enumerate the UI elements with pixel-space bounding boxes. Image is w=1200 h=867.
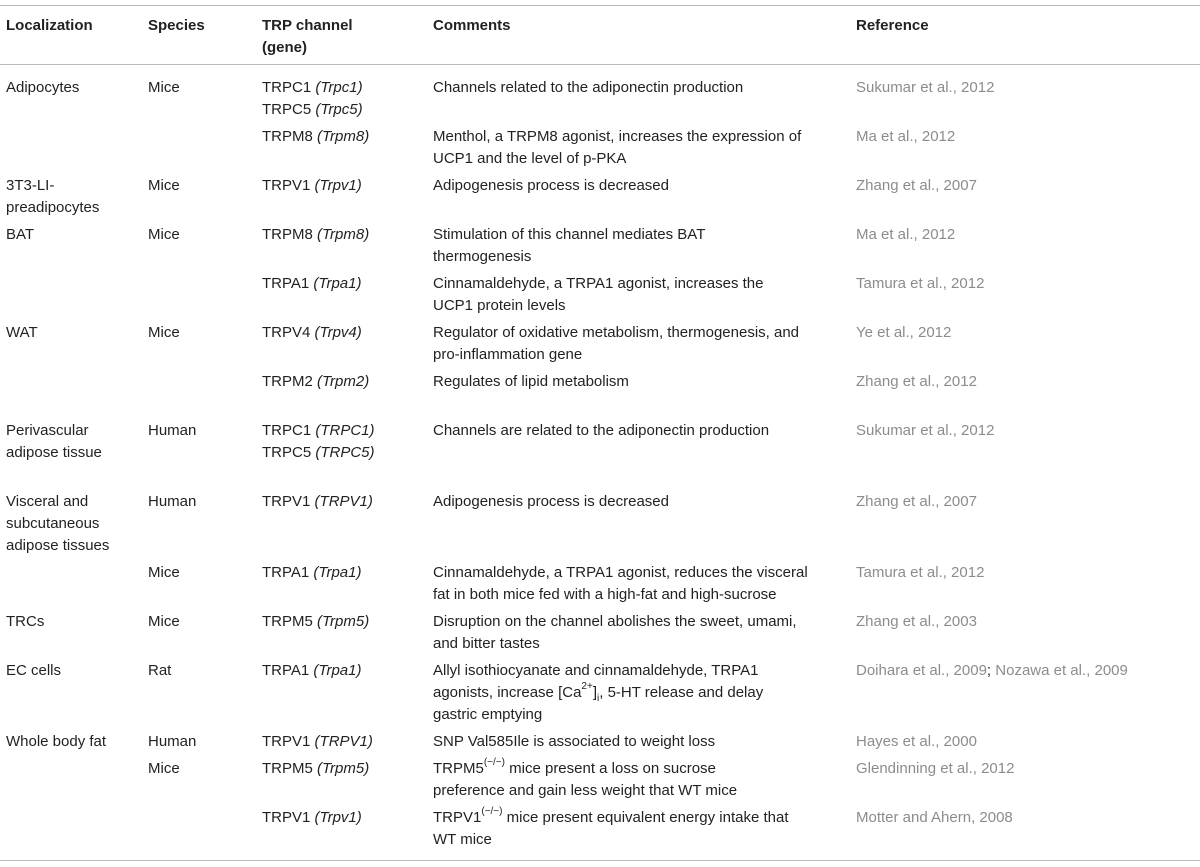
header-rule xyxy=(0,64,1200,65)
localization-line: Perivascular xyxy=(6,422,89,439)
knockout-superscript: (−/−) xyxy=(481,806,503,817)
row-reference xyxy=(856,660,1128,682)
row-comment xyxy=(433,807,789,851)
row-channel xyxy=(262,224,369,246)
row-localization xyxy=(6,731,106,753)
gene-name: (Trpa1) xyxy=(313,275,362,292)
row-reference: Hayes et al., 2000 xyxy=(856,733,977,750)
row-channel xyxy=(262,731,373,753)
row-reference: Glendinning et al., 2012 xyxy=(856,760,1015,777)
localization-line: preadipocytes xyxy=(6,199,100,216)
bottom-rule xyxy=(0,860,1200,861)
header-reference: Reference xyxy=(856,17,929,34)
gene-name: (Trpm2) xyxy=(317,373,370,390)
row-species: Mice xyxy=(148,760,180,777)
header-localization: Localization xyxy=(6,17,93,34)
row-species: Rat xyxy=(148,662,172,679)
row-comment xyxy=(433,660,763,726)
row-reference: Zhang et al., 2012 xyxy=(856,373,977,390)
comment-line: Regulator of oxidative metabolism, thermogenesis, and xyxy=(433,324,800,341)
gene-name: (Trpv1) xyxy=(314,177,362,194)
row-reference: Zhang et al., 2007 xyxy=(856,177,977,194)
reference-separator: ; xyxy=(986,662,992,679)
channel-name: TRPC5 xyxy=(262,444,312,461)
row-channel xyxy=(262,322,362,344)
gene-name: (TRPV1) xyxy=(314,493,373,510)
comment-line: WT mice xyxy=(433,831,492,848)
row-reference: Ma et al., 2012 xyxy=(856,226,956,243)
reference-link[interactable]: Nozawa et al., 2009 xyxy=(995,662,1128,679)
localization-line: 3T3-LI- xyxy=(6,177,55,194)
comment-line: UCP1 and the level of p-PKA xyxy=(433,150,627,167)
header-trp-channel-label: TRP channel xyxy=(262,17,353,34)
channel-name: TRPV1 xyxy=(262,733,311,750)
gene-name: (Trpm5) xyxy=(317,760,370,777)
comment-fragment: mice present a loss on sucrose xyxy=(504,760,716,777)
row-channel xyxy=(262,491,373,513)
localization-line: Whole body fat xyxy=(6,733,107,750)
row-species: Mice xyxy=(148,177,180,194)
gene-name: (Trpm8) xyxy=(317,128,370,145)
localization-line: WAT xyxy=(6,324,38,341)
comment-line: Adipogenesis process is decreased xyxy=(433,493,669,510)
comment-line: Adipogenesis process is decreased xyxy=(433,177,669,194)
row-channel xyxy=(262,126,369,148)
comment-line: gastric emptying xyxy=(433,706,543,723)
localization-line: EC cells xyxy=(6,662,62,679)
row-localization xyxy=(6,224,34,246)
comment-fragment: ] xyxy=(592,684,597,701)
gene-name: (Trpm5) xyxy=(317,613,370,630)
row-species: Mice xyxy=(148,613,180,630)
row-species: Mice xyxy=(148,79,180,96)
row-channel xyxy=(262,758,369,780)
channel-name: TRPM5 xyxy=(262,613,313,630)
comment-line: UCP1 protein levels xyxy=(433,297,566,314)
header-trp-channel xyxy=(262,15,353,59)
row-channel xyxy=(262,562,361,584)
row-channel xyxy=(262,371,369,393)
row-channel xyxy=(262,77,363,121)
localization-line: TRCs xyxy=(6,613,45,630)
row-localization xyxy=(6,77,79,99)
row-channel xyxy=(262,273,361,295)
channel-name: TRPA1 xyxy=(262,564,310,581)
knockout-superscript: (−/−) xyxy=(483,757,505,768)
row-reference: Ma et al., 2012 xyxy=(856,128,956,145)
row-comment xyxy=(433,758,737,802)
row-channel xyxy=(262,660,361,682)
channel-name: TRPM5 xyxy=(262,760,313,777)
channel-name: TRPA1 xyxy=(262,662,310,679)
row-reference: Motter and Ahern, 2008 xyxy=(856,809,1013,826)
localization-line: Visceral and xyxy=(6,493,89,510)
localization-line: BAT xyxy=(6,226,35,243)
comment-line: Channels related to the adiponectin production xyxy=(433,79,744,96)
gene-name: (Trpc1) xyxy=(315,79,363,96)
row-species: Mice xyxy=(148,564,180,581)
comment-line: fat in both mice fed with a high-fat and high-sucrose xyxy=(433,586,777,603)
row-species: Mice xyxy=(148,324,180,341)
channel-name: TRPC1 xyxy=(262,79,312,96)
comment-line: Cinnamaldehyde, a TRPA1 agonist, reduces the visceral xyxy=(433,564,808,581)
row-comment xyxy=(433,175,669,197)
comment-fragment: , 5-HT release and delay xyxy=(599,684,764,701)
channel-name: TRPC5 xyxy=(262,101,312,118)
comment-fragment: TRPV1 xyxy=(433,809,482,826)
comment-line: Allyl isothiocyanate and cinnamaldehyde, TRPA1 xyxy=(433,662,759,679)
row-reference: Zhang et al., 2003 xyxy=(856,613,977,630)
channel-name: TRPV1 xyxy=(262,493,311,510)
row-species: Mice xyxy=(148,226,180,243)
comment-line: agonists, increase [Ca xyxy=(433,684,582,701)
gene-name: (Trpa1) xyxy=(313,662,362,679)
channel-name: TRPV1 xyxy=(262,809,311,826)
row-localization xyxy=(6,175,99,219)
comment-fragment: mice present equivalent energy intake that xyxy=(502,809,789,826)
comment-line: Stimulation of this channel mediates BAT xyxy=(433,226,706,243)
comment-line: Regulates of lipid metabolism xyxy=(433,373,629,390)
row-reference: Zhang et al., 2007 xyxy=(856,493,977,510)
row-species: Human xyxy=(148,493,197,510)
gene-name: (TRPC5) xyxy=(315,444,375,461)
row-channel xyxy=(262,807,362,829)
comment-line: Disruption on the channel abolishes the sweet, umami, xyxy=(433,613,797,630)
gene-name: (Trpc5) xyxy=(315,101,363,118)
row-localization xyxy=(6,660,61,682)
calcium-charge-superscript: 2+ xyxy=(581,681,593,692)
row-comment xyxy=(433,126,801,170)
channel-name: TRPC1 xyxy=(262,422,312,439)
row-comment xyxy=(433,371,629,393)
row-localization xyxy=(6,491,109,557)
gene-name: (Trpm8) xyxy=(317,226,370,243)
channel-name: TRPM8 xyxy=(262,128,313,145)
channel-name: TRPV1 xyxy=(262,177,311,194)
comment-line: SNP Val585Ile is associated to weight loss xyxy=(433,733,716,750)
intracellular-subscript: i xyxy=(597,693,600,704)
header-species: Species xyxy=(148,17,205,34)
comment-line: Cinnamaldehyde, a TRPA1 agonist, increases the xyxy=(433,275,764,292)
row-localization xyxy=(6,322,38,344)
row-reference: Tamura et al., 2012 xyxy=(856,275,985,292)
row-localization xyxy=(6,611,44,633)
row-comment xyxy=(433,224,705,268)
comment-line: Channels are related to the adiponectin production xyxy=(433,422,770,439)
comment-fragment: TRPM5 xyxy=(433,760,484,777)
channel-name: TRPM8 xyxy=(262,226,313,243)
channel-name: TRPV4 xyxy=(262,324,311,341)
row-channel xyxy=(262,611,369,633)
localization-line: adipose tissues xyxy=(6,537,110,554)
row-channel xyxy=(262,420,375,464)
comment-line: Menthol, a TRPM8 agonist, increases the expression of xyxy=(433,128,802,145)
comment-line: pro-inflammation gene xyxy=(433,346,583,363)
localization-line: adipose tissue xyxy=(6,444,102,461)
reference-link[interactable]: Doihara et al., 2009 xyxy=(856,662,987,679)
channel-name: TRPM2 xyxy=(262,373,313,390)
row-species: Human xyxy=(148,733,197,750)
comment-line: thermogenesis xyxy=(433,248,532,265)
row-localization xyxy=(6,420,102,464)
gene-name: (TRPC1) xyxy=(315,422,375,439)
row-reference: Sukumar et al., 2012 xyxy=(856,422,995,439)
header-gene-label: (gene) xyxy=(262,39,307,56)
row-reference: Ye et al., 2012 xyxy=(856,324,952,341)
row-comment xyxy=(433,273,763,317)
row-comment xyxy=(433,611,797,655)
localization-line: subcutaneous xyxy=(6,515,100,532)
top-rule xyxy=(0,5,1200,6)
localization-line: Adipocytes xyxy=(6,79,80,96)
gene-name: (TRPV1) xyxy=(314,733,373,750)
gene-name: (Trpa1) xyxy=(313,564,362,581)
row-species: Human xyxy=(148,422,197,439)
row-comment xyxy=(433,420,769,442)
comment-line: and bitter tastes xyxy=(433,635,540,652)
row-comment xyxy=(433,731,715,753)
gene-name: (Trpv4) xyxy=(314,324,362,341)
row-comment xyxy=(433,491,669,513)
row-comment xyxy=(433,322,799,366)
channel-name: TRPA1 xyxy=(262,275,310,292)
row-reference: Tamura et al., 2012 xyxy=(856,564,985,581)
gene-name: (Trpv1) xyxy=(314,809,362,826)
row-reference: Sukumar et al., 2012 xyxy=(856,79,995,96)
row-channel xyxy=(262,175,362,197)
header-comments: Comments xyxy=(433,17,511,34)
row-comment xyxy=(433,562,808,606)
comment-line: preference and gain less weight that WT mice xyxy=(433,782,738,799)
row-comment xyxy=(433,77,743,99)
